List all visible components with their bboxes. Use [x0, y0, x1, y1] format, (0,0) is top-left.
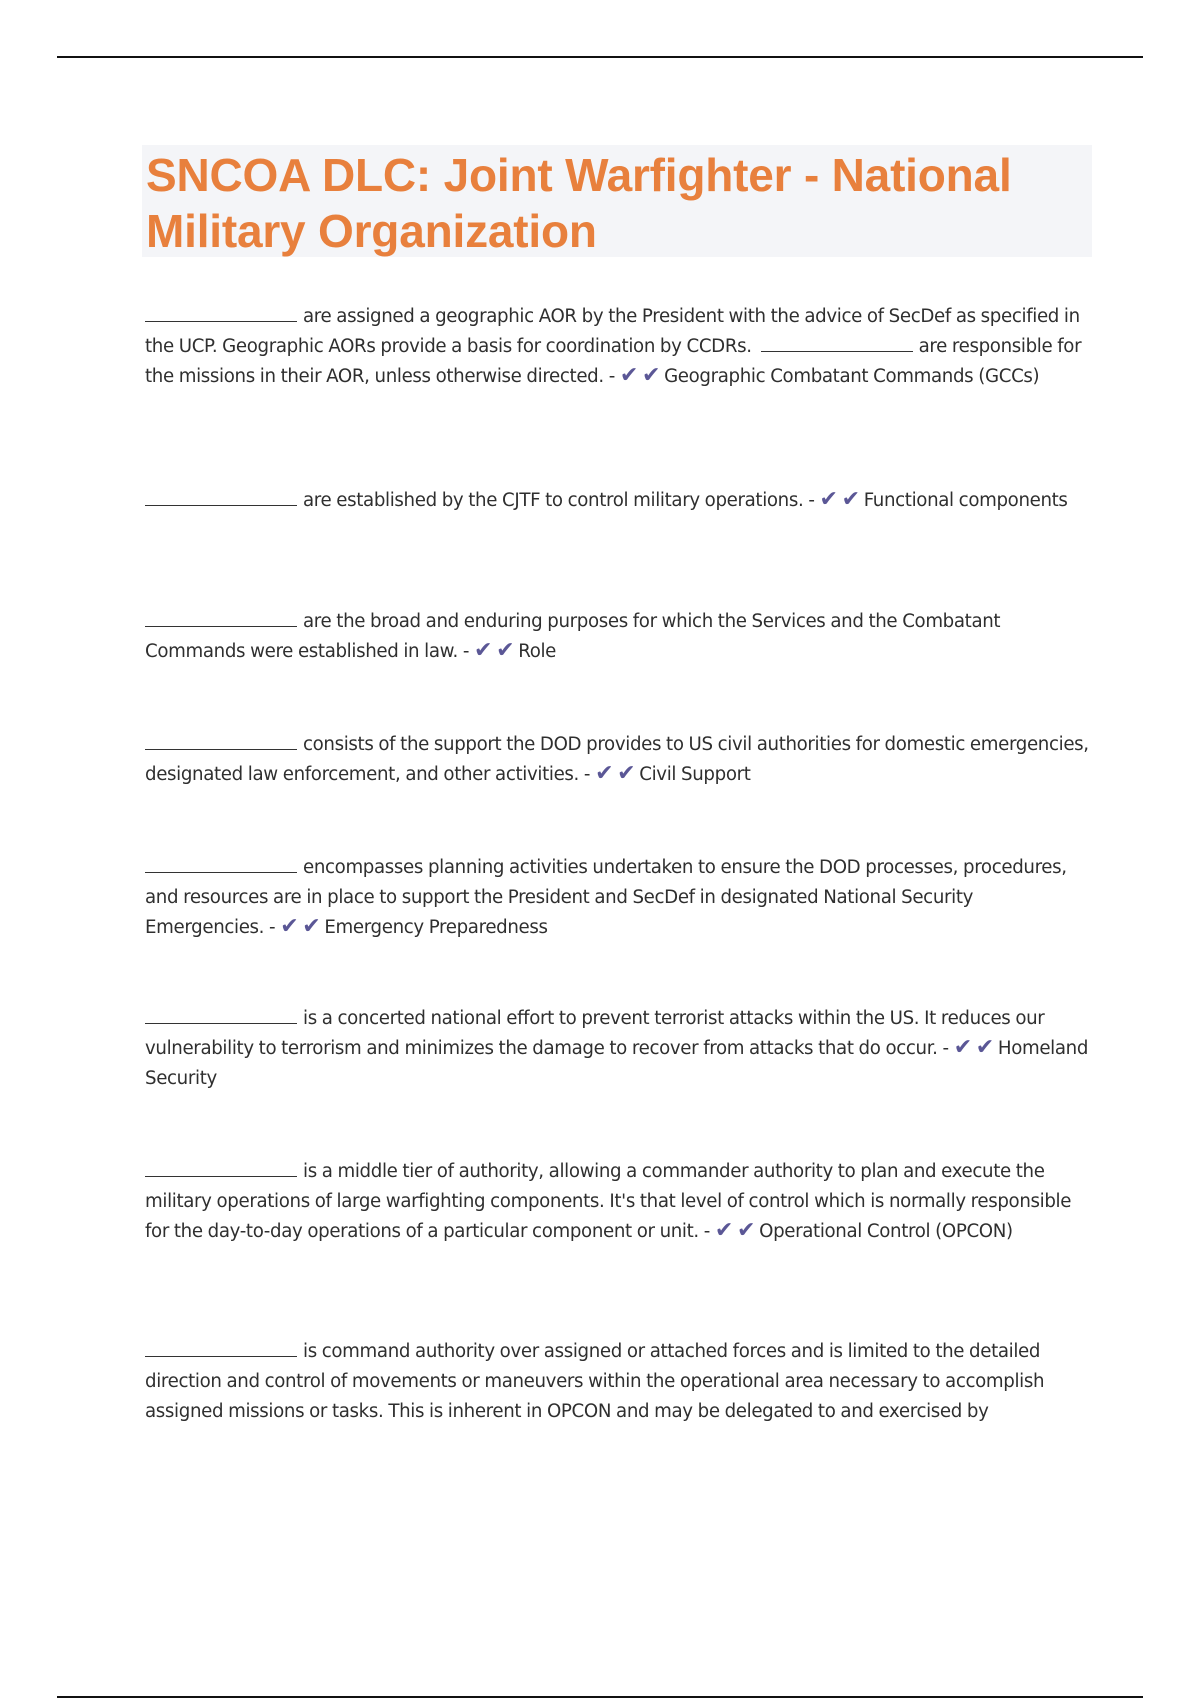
- answer-blank: [145, 1175, 297, 1177]
- question-text: is command authority over assigned or attached forces and is limited to the detailed direction and control of movements or maneuvers within the operational area necessary to accomplish assigned missions or tasks. This is inherent in OPCON and may be delegated to and exercised by: [145, 1341, 1045, 1422]
- check-icon: ✔: [496, 638, 515, 663]
- answer-blank: [145, 871, 297, 873]
- question-text: is a concerted national effort to prevent terrorist attacks within the US. It reduces our vulnerability to terrorism and minimizes the damage to recover from attacks that do occur. -: [145, 1008, 1045, 1059]
- document-title: SNCOA DLC: Joint Warfighter - National Military Organization: [146, 149, 1012, 257]
- check-icon: ✔: [474, 638, 493, 663]
- question-text: is a middle tier of authority, allowing a commander authority to plan and execute the military operations of large warfighting components. It's that level of control which is normally responsible for the day-to-day operations of a particular component or unit. -: [145, 1161, 1072, 1242]
- answer-text: Civil Support: [639, 764, 751, 785]
- answer-blank: [145, 748, 297, 750]
- title-banner: [142, 145, 1092, 257]
- check-icon: ✔: [619, 363, 638, 388]
- answer-blank: [145, 320, 297, 322]
- check-icon: ✔: [302, 914, 321, 939]
- check-marks: [714, 1218, 759, 1243]
- qa-item-3: [145, 607, 1090, 667]
- question-text: are established by the CJTF to control military operations. -: [303, 490, 815, 511]
- qa-item-7: [145, 1157, 1090, 1247]
- check-marks: [595, 761, 639, 786]
- answer-text: Functional components: [863, 490, 1068, 511]
- check-marks: [474, 638, 518, 663]
- check-marks: [953, 1035, 998, 1060]
- answer-text: Role: [518, 641, 557, 662]
- answer-text: Emergency Preparedness: [324, 917, 548, 938]
- qa-item-1: [145, 302, 1090, 392]
- answer-blank: [761, 350, 913, 352]
- check-icon: ✔: [617, 761, 636, 786]
- bottom-rule: [57, 1696, 1143, 1698]
- answer-text: Operational Control (OPCON): [759, 1221, 1013, 1242]
- question-text: are assigned a geographic AOR by the President with the advice of SecDef as specified in the UCP. Geographic AORs provide a basis for coordination by CCDRs.: [145, 306, 1080, 357]
- check-icon: ✔: [737, 1218, 756, 1243]
- check-icon: ✔: [280, 914, 299, 939]
- question-text: encompasses planning activities undertaken to ensure the DOD processes, procedures, and resources are in place to support the President and SecDef in designated National Security Emergencies. -: [145, 857, 1067, 938]
- top-rule: [57, 56, 1143, 58]
- qa-item-2: [145, 486, 1090, 516]
- qa-item-4: [145, 730, 1090, 790]
- qa-item-5: [145, 853, 1090, 943]
- check-icon: ✔: [641, 363, 661, 388]
- check-icon: ✔: [595, 761, 614, 786]
- qa-item-8: [145, 1337, 1090, 1427]
- qa-item-6: [145, 1004, 1090, 1094]
- check-icon: ✔: [975, 1035, 994, 1060]
- check-icon: ✔: [841, 487, 860, 512]
- answer-blank: [145, 504, 297, 506]
- question-text: are the broad and enduring purposes for which the Services and the Combatant Commands were established in law. -: [145, 611, 1001, 662]
- answer-blank: [145, 1355, 297, 1357]
- question-text: are responsible for the missions in their AOR, unless otherwise directed. -: [145, 336, 1082, 387]
- question-text: consists of the support the DOD provides to US civil authorities for domestic emergencies, designated law enforcement, and other activities. -: [145, 734, 1089, 785]
- check-icon: ✔: [714, 1218, 734, 1243]
- check-marks: [619, 363, 664, 388]
- check-marks: [819, 487, 864, 512]
- answer-text: Homeland Security: [145, 1038, 1089, 1089]
- answer-blank: [145, 1022, 297, 1024]
- check-icon: ✔: [953, 1035, 972, 1060]
- answer-blank: [145, 625, 297, 627]
- check-icon: ✔: [819, 487, 838, 512]
- answer-text: Geographic Combatant Commands (GCCs): [664, 366, 1040, 387]
- check-marks: [280, 914, 324, 939]
